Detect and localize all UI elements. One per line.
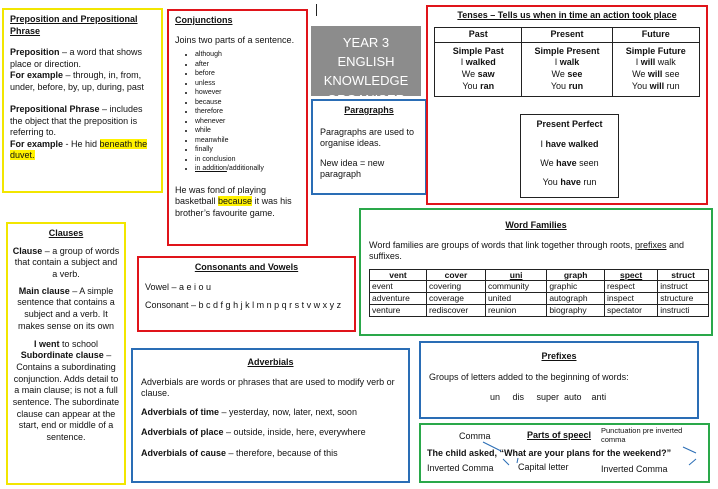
tense-subheader: Simple Future xyxy=(625,45,686,56)
vowel-label: Vowel – xyxy=(145,281,180,292)
speech-panel xyxy=(419,423,710,483)
tense-header: Past xyxy=(435,27,522,42)
consonant-list: b c d f g h j k l m n p q r s t v w x y z xyxy=(198,300,342,311)
intro-text: Word families are groups of words that link together through roots, xyxy=(369,239,635,250)
example-text-end: it was his brother’s favourite game. xyxy=(175,196,292,218)
subordinate-clause-definition: – Contains a subordinating conjunction. Adds detail to a main clause; is not a full sentence. The subordinate clause can appear at the start, end or middle of a sentence. xyxy=(12,350,120,442)
consonant-label: Consonant – xyxy=(145,300,199,311)
preposition-panel xyxy=(2,8,163,193)
sentence-start: The child asked, xyxy=(427,448,500,458)
verb-rest: see xyxy=(662,69,680,80)
annotation-arrows xyxy=(421,425,710,483)
table-cell: adventure xyxy=(370,293,427,305)
text-cursor xyxy=(316,4,317,16)
table-row xyxy=(370,293,709,305)
pronoun: You xyxy=(631,81,650,92)
verb-rest: run xyxy=(664,81,680,92)
title-banner xyxy=(311,26,421,107)
phrase-definition: – includes the object that the preposition is referring to. xyxy=(10,104,143,138)
verb: will xyxy=(649,81,665,92)
cause-examples: – therefore, because of this xyxy=(226,447,338,458)
prefixes-intro: Groups of letters added to the beginning of words: xyxy=(429,371,629,382)
table-cell: inspect xyxy=(605,293,658,305)
preposition-title: Preposition and Prepositional Phrase xyxy=(10,14,138,36)
pronoun: We xyxy=(540,158,557,168)
table-cell: graphic xyxy=(547,281,605,293)
time-examples: – yesterday, now, later, next, soon xyxy=(219,406,357,417)
speech-title: Parts of speecl xyxy=(527,430,592,440)
list-item: • meanwhile xyxy=(195,136,300,146)
tense-cell-future xyxy=(612,42,699,97)
word-families-title: Word Families xyxy=(505,220,567,230)
verb: have walked xyxy=(545,139,599,149)
verb-rest: seen xyxy=(576,158,599,168)
paragraphs-line1: Paragraphs are used to organise ideas. xyxy=(320,126,415,149)
tense-subheader: Simple Present xyxy=(534,45,600,56)
inverted-comma-label-left: Inverted Commа xyxy=(427,463,494,473)
example-term: For example xyxy=(10,70,64,81)
cause-term: Adverbials of cause xyxy=(141,447,227,458)
table-cell: united xyxy=(485,293,546,305)
list-item: • therefore xyxy=(195,107,300,117)
preposition-definition: – a word that shows place or direction. xyxy=(10,47,143,69)
prefixes-title: Prefixes xyxy=(541,351,577,361)
table-cell: event xyxy=(370,281,427,293)
list-item: • before xyxy=(195,69,300,79)
conjunctions-intro: Joins two parts of a sentence. xyxy=(175,34,295,45)
table-cell: community xyxy=(485,281,546,293)
table-cell: structure xyxy=(658,293,709,305)
main-clause-example: I went xyxy=(33,338,60,349)
list-item: • although xyxy=(195,50,300,60)
column-header: cover xyxy=(427,269,486,281)
conjunctions-list xyxy=(175,50,300,174)
tense-header: Present xyxy=(522,27,612,42)
punctuation-label: Punctuation pre inverted comma xyxy=(601,426,683,444)
subordinate-clause-term: Subordinate clause xyxy=(20,350,104,361)
list-item: • however xyxy=(195,88,300,98)
verb: walk xyxy=(559,57,580,68)
example-text: He was fond of playing basketball xyxy=(175,184,267,207)
list-item: • in conclusion xyxy=(195,155,300,165)
pronoun: We xyxy=(632,69,648,80)
table-cell: respect xyxy=(605,281,658,293)
tenses-table xyxy=(434,27,700,98)
verb: walked xyxy=(465,57,496,68)
verb: saw xyxy=(477,69,495,80)
pronoun: You xyxy=(462,81,481,92)
verb: have xyxy=(560,177,581,187)
prefixes-list: un dis super auto anti xyxy=(490,392,607,403)
present-perfect-box xyxy=(520,114,619,198)
table-cell: instructi xyxy=(658,305,709,317)
verb: have xyxy=(556,158,577,168)
column-header: uni xyxy=(485,269,546,281)
sentence-quote: “What are your plans for the weekend?” xyxy=(499,448,672,458)
phrase-highlight: beneath the duvet. xyxy=(10,138,148,161)
place-examples: – outside, inside, here, everywhere xyxy=(223,427,366,438)
list-item xyxy=(195,164,300,174)
capital-letter-label: Capital letter xyxy=(518,462,569,472)
pronoun: I xyxy=(554,57,560,68)
pronoun: I xyxy=(540,139,546,149)
adverbials-title: Adverbials xyxy=(247,357,294,367)
page-title: YEAR 3 ENGLISH KNOWLEDGE ORGANISER xyxy=(323,35,409,107)
intro-underlined: prefixes xyxy=(634,239,667,250)
phrase-example: - He hid xyxy=(63,138,100,149)
conjunction-example xyxy=(175,185,300,220)
table-cell: autograph xyxy=(547,293,605,305)
clauses-panel xyxy=(6,222,126,485)
table-cell: covering xyxy=(427,281,486,293)
adverbials-intro: Adverbials are words or phrases that are used to modify verb or clause. xyxy=(141,376,395,399)
list-item-rest: /additionally xyxy=(226,165,264,173)
list-item: • while xyxy=(195,126,300,136)
verb: will xyxy=(647,69,663,80)
example-highlight: because xyxy=(218,196,253,207)
pronoun: We xyxy=(551,69,568,80)
list-item: • because xyxy=(195,98,300,108)
table-row xyxy=(370,281,709,293)
pronoun: I xyxy=(635,57,641,68)
list-item-underlined: in addition xyxy=(195,165,227,173)
vowel-list: a e i o u xyxy=(179,281,212,292)
list-item: • unless xyxy=(195,79,300,89)
tense-subheader: Simple Past xyxy=(452,45,504,56)
prefixes-panel xyxy=(419,341,699,419)
consonants-panel xyxy=(137,256,356,332)
list-item: • whenever xyxy=(195,117,300,127)
main-clause-term: Main clause xyxy=(18,285,70,296)
tenses-title: Tenses – Tells us when in time an action took place xyxy=(457,10,677,20)
column-header: struct xyxy=(658,269,709,281)
table-cell: rediscover xyxy=(427,305,486,317)
paragraphs-panel xyxy=(311,99,427,195)
conjunctions-title: Conjunctions xyxy=(175,15,233,25)
column-header: graph xyxy=(547,269,605,281)
verb: see xyxy=(567,69,583,80)
table-row xyxy=(370,305,709,317)
table-cell: instruct xyxy=(658,281,709,293)
table-cell: spectator xyxy=(605,305,658,317)
main-clause-definition: – A simple sentence that contains a subject and a verb. It makes sense on its own xyxy=(17,285,115,331)
list-item: • after xyxy=(195,60,300,70)
verb-rest: run xyxy=(580,177,597,187)
verb: will xyxy=(640,57,656,68)
table-cell: venture xyxy=(370,305,427,317)
pronoun: You xyxy=(550,81,569,92)
intro-text-end: and suffixes. xyxy=(369,239,685,262)
clause-definition: – a group of words that contain a subject and a verb. xyxy=(14,245,120,280)
preposition-examples: – through, in, from, under, before, by, up, during, past xyxy=(10,70,144,92)
tense-cell-past xyxy=(435,42,522,97)
column-header: spect xyxy=(605,269,658,281)
tenses-panel xyxy=(426,5,708,205)
verb: ran xyxy=(480,81,495,92)
example2-term: For example xyxy=(10,138,64,149)
main-clause-example-rest: to school xyxy=(59,338,99,349)
time-term: Adverbials of time xyxy=(141,406,220,417)
tense-cell-present xyxy=(522,42,612,97)
clause-term: Clause xyxy=(12,245,43,256)
word-families-panel xyxy=(359,208,713,336)
word-families-intro xyxy=(369,240,703,263)
preposition-term: Preposition xyxy=(10,47,60,58)
conjunctions-panel xyxy=(167,9,308,246)
column-header: vent xyxy=(370,269,427,281)
place-term: Adverbials of place xyxy=(141,427,224,438)
comma-label: Comma xyxy=(459,431,491,441)
table-cell: coverage xyxy=(427,293,486,305)
pronoun: We xyxy=(461,69,478,80)
present-perfect-title: Present Perfect xyxy=(536,119,603,129)
table-cell: biography xyxy=(547,305,605,317)
list-item: • finally xyxy=(195,145,300,155)
tense-header: Future xyxy=(612,27,699,42)
pronoun: I xyxy=(460,57,466,68)
pronoun: You xyxy=(542,177,561,187)
verb: run xyxy=(568,81,584,92)
verb-rest: walk xyxy=(655,57,676,68)
clauses-title: Clauses xyxy=(48,228,84,238)
word-families-table xyxy=(369,269,709,318)
paragraphs-title: Paragraphs xyxy=(344,105,394,115)
adverbials-panel xyxy=(131,348,410,483)
phrase-term: Prepositional Phrase xyxy=(10,104,100,115)
paragraphs-line2: New idea = new paragraph xyxy=(320,157,385,180)
consonants-title: Consonants and Vowels xyxy=(194,262,299,272)
table-cell: reunion xyxy=(485,305,546,317)
inverted-comma-label-right: Inverted Comma xyxy=(601,464,668,474)
